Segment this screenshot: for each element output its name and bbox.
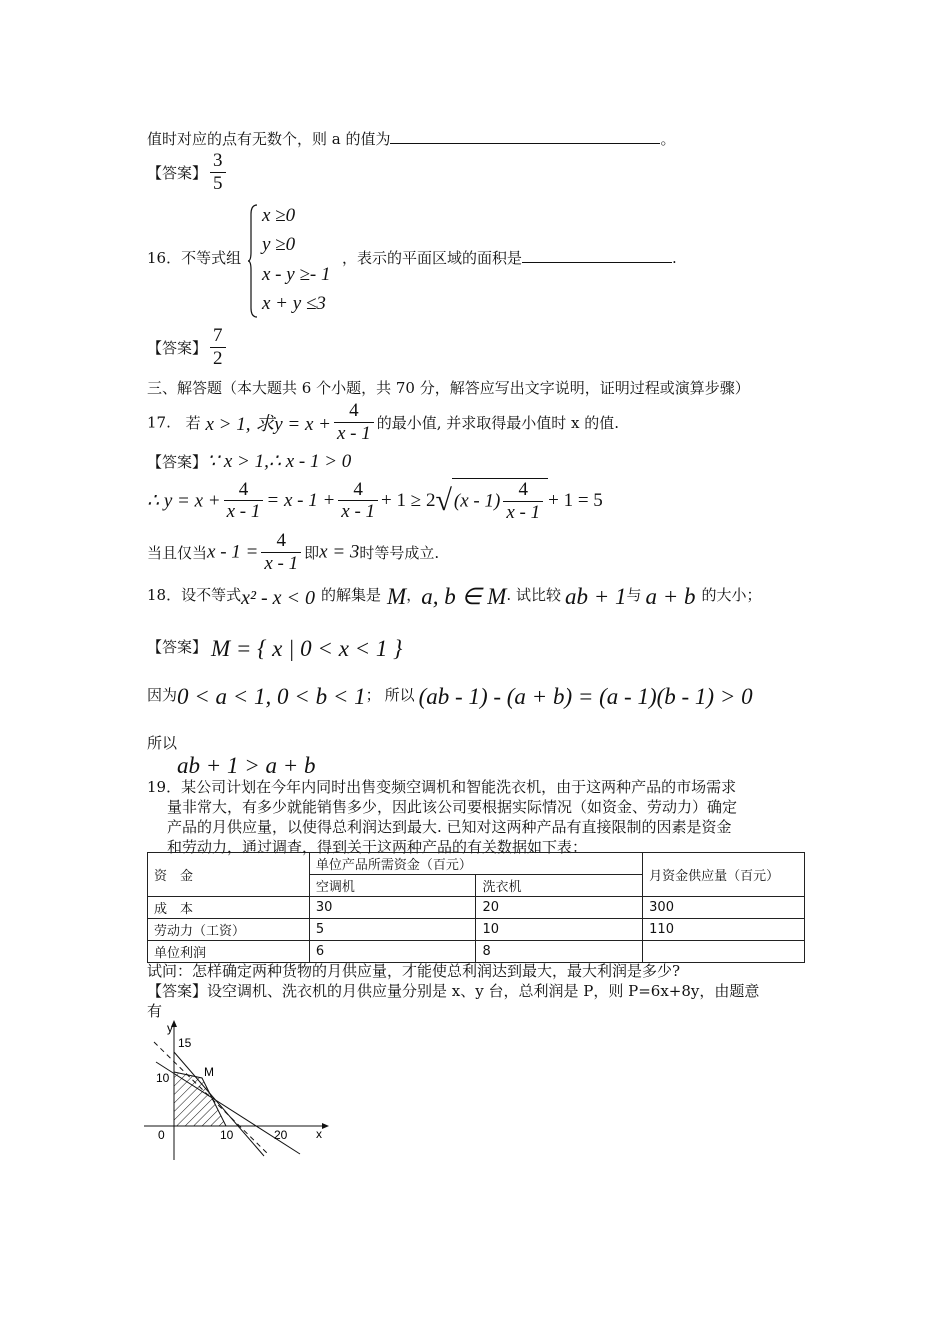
- q16-text: ，表示的平面区域的面积是 .: [342, 249, 677, 267]
- q18-because: 因为0 < a < 1, 0 < b < 1； 所以 (ab - 1) - (a + b) = (a - 1)(b - 1) > 0: [147, 684, 753, 709]
- answer-label: 【答案】: [147, 982, 208, 1000]
- q15-answer: [147, 150, 229, 195]
- q16-answer: [147, 325, 229, 370]
- y15-label: 15: [178, 1036, 192, 1050]
- q19-answer: 【答案】设空调机、洗衣机的月供应量分别是 x、y 台，总利润是 P，则 P=6x+8y，由题意: [147, 982, 760, 1000]
- header-fund: 资 金: [148, 853, 310, 897]
- q19-question: 试问：怎样确定两种货物的月供应量，才能使总利润达到最大，最大利润是多少?: [147, 962, 681, 980]
- q18-final: 所以 ab + 1 > a + b: [147, 734, 316, 778]
- header-wm: 洗衣机: [476, 875, 643, 897]
- answer-blank[interactable]: [390, 143, 660, 144]
- answer-blank[interactable]: [522, 262, 672, 263]
- q17-answer-line1: 【答案】∵ x > 1,∴ x - 1 > 0: [147, 451, 352, 472]
- x-label: x: [316, 1127, 322, 1141]
- constraint-3: x - y ≥- 1: [262, 264, 331, 285]
- feasible-region: [174, 1072, 226, 1126]
- y10-label: 10: [156, 1071, 170, 1085]
- q17-question: 17. 若 x > 1, 求y = x + $\frac{4}{x - 1}$ 的最小值, 并求取得最小值时 x 的值.: [147, 400, 620, 444]
- fraction: $\frac{7}{2}$: [210, 325, 226, 370]
- constraint-4: x + y ≤3: [262, 293, 326, 314]
- q18-question: 18．设不等式x² - x < 0 的解集是 M，a, b ∈ M. 试比较 ab + 1与 a + b 的大小；: [147, 584, 762, 609]
- table-row: 单位利润 6 8: [148, 941, 805, 963]
- x-axis-arrow: [322, 1123, 329, 1129]
- q19-line4: 和劳动力，通过调查，得到关于这两种产品的有关数据如下表：: [167, 838, 588, 856]
- fraction: $\frac{3}{5}$: [210, 150, 226, 195]
- feasible-region-graph: [140, 1018, 340, 1164]
- table-row: 劳动力（工资） 5 10 110: [148, 919, 805, 941]
- x20-label: 20: [274, 1128, 288, 1142]
- header-unit-cost: 单位产品所需资金（百元）: [309, 853, 642, 875]
- section-heading: 三、解答题（本大题共 6 个小题，共 70 分，解答应写出文字说明，证明过程或演算步骤）: [147, 379, 750, 397]
- constraint-1: x ≥0: [262, 205, 296, 226]
- origin-label: 0: [158, 1128, 165, 1142]
- y-label: y: [167, 1021, 173, 1035]
- answer-label: 【答案】: [147, 453, 208, 471]
- q19-line1: 19．某公司计划在今年内同时出售变频空调机和智能洗衣机，由于这两种产品的市场需求: [147, 778, 737, 796]
- q19-answer-2: 有: [147, 1002, 163, 1020]
- q17-answer-line2: ∴ y = x + $\frac{4}{x - 1}$ = x - 1 + $\frac{4}{x - 1}$ + 1 ≥ 2√ (x - 1) $\frac{4}{x - 1}$ + 1 = 5: [147, 478, 603, 523]
- point-m-label: M: [204, 1065, 214, 1079]
- q15-text: 值时对应的点有无数个，则 a 的值为 。: [147, 130, 676, 148]
- q17-answer-line3: 当且仅当x - 1 = $\frac{4}{x - 1}$ 即x = 3时等号成立.: [147, 530, 440, 574]
- header-supply: 月资金供应量（百元）: [643, 853, 805, 897]
- data-table: [147, 852, 805, 963]
- q19-line3: 产品的月供应量，以使得总利润达到最大. 已知对这两种产品有直接限制的因素是资金: [167, 818, 732, 836]
- q18-answer: 【答案】 M = { x | 0 < x < 1 }: [147, 636, 403, 661]
- q16-number: 16．不等式组: [147, 249, 242, 267]
- answer-label: 【答案】: [147, 163, 208, 182]
- answer-label: 【答案】: [147, 338, 208, 357]
- q19-line2: 量非常大，有多少就能销售多少，因此该公司要根据实际情况（如资金、劳动力）确定: [167, 798, 738, 816]
- fraction: $\frac{4}{x - 1}$: [334, 400, 374, 445]
- constraint-2: y ≥0: [262, 234, 296, 255]
- x10-label: 10: [220, 1128, 234, 1142]
- answer-label: 【答案】: [147, 638, 208, 656]
- system-brace: [248, 204, 258, 318]
- header-ac: 空调机: [309, 875, 476, 897]
- table-row: 成 本 30 20 300: [148, 897, 805, 919]
